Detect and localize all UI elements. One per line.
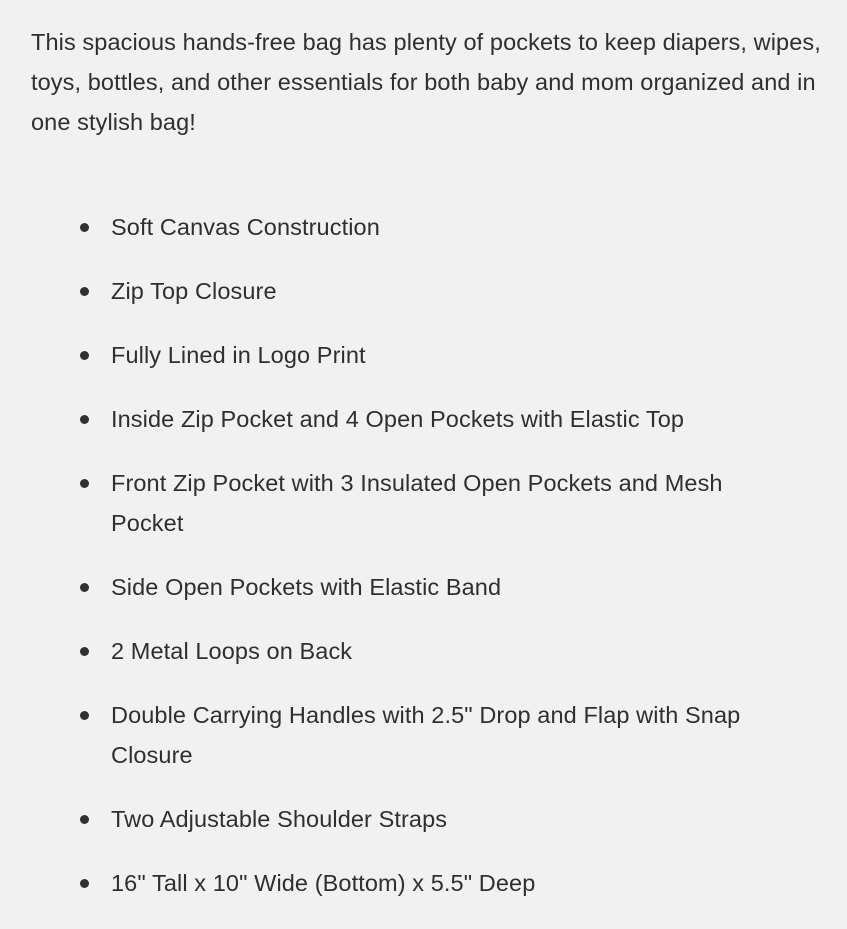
bullet-icon: [80, 287, 89, 296]
feature-text: Zip Top Closure: [111, 278, 277, 304]
feature-text: Two Adjustable Shoulder Straps: [111, 806, 448, 832]
intro-paragraph: This spacious hands-free bag has plenty of pockets to keep diapers, wipes, toys, bottles, and other essentials for both baby and mom organized and in one stylish bag!: [31, 29, 821, 135]
feature-item: [0, 799, 847, 839]
bullet-icon: [80, 479, 89, 488]
feature-text: Soft Canvas Construction: [111, 214, 380, 240]
feature-text: Side Open Pockets with Elastic Band: [111, 574, 502, 600]
bullet-icon: [80, 647, 89, 656]
bullet-icon: [80, 223, 89, 232]
feature-text: 2 Metal Loops on Back: [111, 638, 353, 664]
feature-item: [0, 271, 847, 311]
bullet-icon: [80, 879, 89, 888]
feature-text: Front Zip Pocket with 3 Insulated Open Pockets and Mesh Pocket: [111, 470, 723, 536]
feature-item: [0, 695, 847, 775]
feature-item: [0, 335, 847, 375]
feature-text: Inside Zip Pocket and 4 Open Pockets with Elastic Top: [111, 406, 685, 432]
feature-item: [0, 567, 847, 607]
bullet-icon: [80, 711, 89, 720]
feature-item: [0, 207, 847, 247]
feature-item: [0, 631, 847, 671]
feature-item: [0, 463, 847, 543]
bullet-icon: [80, 815, 89, 824]
feature-text: Fully Lined in Logo Print: [111, 342, 366, 368]
feature-text: 16" Tall x 10" Wide (Bottom) x 5.5" Deep: [111, 870, 536, 896]
feature-list: [0, 207, 847, 927]
feature-item: [0, 863, 847, 903]
bullet-icon: [80, 415, 89, 424]
feature-item: [0, 399, 847, 439]
feature-text: Double Carrying Handles with 2.5" Drop and Flap with Snap Closure: [111, 702, 741, 768]
bullet-icon: [80, 351, 89, 360]
bullet-icon: [80, 583, 89, 592]
